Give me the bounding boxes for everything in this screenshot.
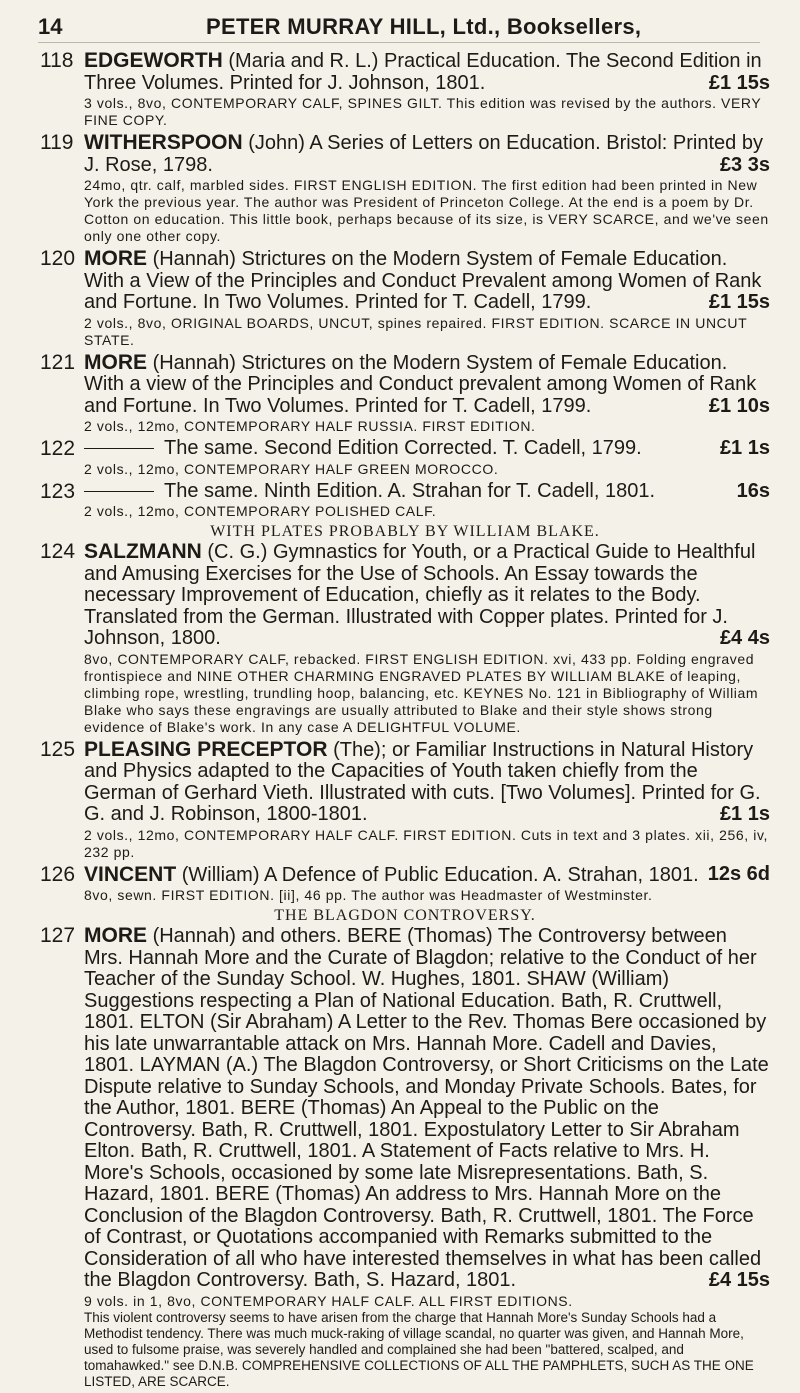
- section-note: WITH PLATES PROBABLY BY WILLIAM BLAKE.: [210, 523, 600, 540]
- entry-price: £1 10s: [708, 394, 770, 417]
- catalogue-entry: [40, 541, 770, 736]
- catalogue-entry: [40, 248, 770, 349]
- entry-heading: [84, 739, 770, 826]
- entry-title: The same. Second Edition Corrected. T. Cadell, 1799.: [164, 437, 642, 459]
- entry-price: £4 4s: [719, 627, 770, 649]
- entry-author: MORE: [84, 247, 147, 270]
- entry-price: £1 1s: [719, 803, 770, 825]
- entry-number: 126: [40, 862, 76, 886]
- entry-author: WITHERSPOON: [84, 131, 243, 154]
- section-note: THE BLAGDON CONTROVERSY.: [274, 907, 536, 924]
- catalogue-entry: [40, 50, 770, 129]
- entry-description: 24mo, qtr. calf, marbled sides. FIRST ENGLISH EDITION. The first edition had been printed in New York the previous year. The author was President of Princeton College. At the end is a poem by Dr. Cotton on education. This little book, perhaps because of its size, is VERY SCARCE, and we've seen only one other copy.: [84, 177, 769, 244]
- entry-number: 123: [40, 479, 76, 503]
- entry-title: (C. G.) Gymnastics for Youth, or a Practical Guide to Healthful and Amusing Exercises for the Use of Schools. An Essay towards the necessary Improvement of Education, chiefly as it relates to the Body. Translated from the German. Illustrated with Copper plates. Printed for J. Johnson, 1800.: [84, 541, 756, 649]
- catalogue-entry: [40, 438, 770, 478]
- page-number: 14: [38, 14, 63, 39]
- entry-title: (John) A Series of Letters on Education. Bristol: Printed by J. Rose, 1798.: [84, 132, 763, 176]
- catalogue-entry: [40, 864, 770, 905]
- entry-price: £4 15s: [708, 1269, 770, 1291]
- entry-price: £1 1s: [719, 437, 770, 459]
- entry-price: 16s: [736, 479, 770, 502]
- entry-title: (Maria and R. L.) Practical Education. The Second Edition in Three Volumes. Printed for J. Johnson, 1801.: [84, 50, 762, 94]
- entry-price: £1 15s: [708, 71, 770, 94]
- entry-number: 121: [40, 350, 76, 374]
- entry-heading: [84, 50, 770, 94]
- entry-price: £1 15s: [708, 291, 770, 313]
- entry-description: 9 vols. in 1, 8vo, CONTEMPORARY HALF CALF. ALL FIRST EDITIONS.: [84, 1292, 573, 1309]
- entry-heading: [84, 541, 770, 650]
- entry-title: The same. Ninth Edition. A. Strahan for T. Cadell, 1801.: [164, 479, 656, 502]
- ditto-dash: [84, 491, 154, 492]
- entry-price: 12s 6d: [707, 862, 770, 885]
- entry-number: 118: [40, 49, 74, 72]
- page-header: [38, 14, 760, 44]
- catalogue-entry: [40, 352, 770, 436]
- entry-number: 119: [40, 131, 74, 154]
- entry-description: 2 vols., 12mo, CONTEMPORARY POLISHED CALF.: [84, 503, 437, 519]
- entry-title: (Hannah) and others. BERE (Thomas) The Controversy between Mrs. Hannah More and the Curate of Blagdon; relative to the Conduct of her Teacher of the Sunday School. W. Hughes, 1801. SHAW (William) Suggestions respecting a Plan of National Education. Bath, R. Cruttwell, 1801. ELTON (Sir Abraham) A Letter to the Rev. Thomas Bere occasioned by his late unwarrantable attack on Mrs. Hannah More. Cadell and Davies, 1801. LAYMAN (A.) The Blagdon Controversy, or Short Criticisms on the Late Dispute relative to Sunday Schools, and Monday Private Schools. Bates, for the Author, 1801. BERE (Thomas) An Appeal to the Public on the Controversy. Bath, R. Cruttwell, 1801. Expostulatory Letter to Sir Abraham Elton. Bath, R. Cruttwell, 1801. A Statement of Facts relative to Mrs. H. More's Schools, occasioned by some late Misrepresentations. Bath, S. Hazard, 1801. BERE (Thomas) An address to Mrs. Hannah More on the Conclusion of the Blagdon Controversy. Bath, R. Cruttwell, 1801. The Force of Contrast, or Quotations accompanied with Remarks submitted to the Consideration of all who have interested themselves in what has been called the Blagdon Controversy. Bath, S. Hazard, 1801.: [84, 925, 769, 1291]
- entry-description: 2 vols., 12mo, CONTEMPORARY HALF GREEN MOROCCO.: [84, 460, 499, 477]
- ditto-dash: [84, 448, 154, 449]
- entry-heading: [84, 248, 770, 314]
- entry-author: EDGEWORTH: [84, 49, 223, 72]
- entry-title: (The); or Familiar Instructions in Natural History and Physics adapted to the Capacities of Youth taken chiefly from the German of Gerhard Vieth. Illustrated with cuts. [Two Volumes]. Printed for G. G. and J. Robinson, 1800-1801.: [84, 738, 761, 825]
- running-title: PETER MURRAY HILL, Ltd., Booksellers,: [206, 14, 642, 39]
- entry-heading: [84, 925, 770, 1292]
- entry-note: This violent controversy seems to have arisen from the charge that Hannah More's Sunday Schools had a Methodist tendency. There was much muck-raking of village scandal, no quarter was given, and Hannah More, used to fulsome praise, was severely handled and complained she had been "battered, scalped, and tomahawked." see D.N.B. COMPREHENSIVE COLLECTIONS OF ALL THE PAMPHLETS, SUCH AS THE ONE LISTED, ARE SCARCE.: [84, 1309, 754, 1389]
- entry-description: 3 vols., 8vo, CONTEMPORARY CALF, SPINES GILT. This edition was revised by the authors. VERY FINE COPY.: [84, 95, 762, 128]
- entry-heading: [84, 481, 770, 503]
- entry-title: (Hannah) Strictures on the Modern System of Female Education. With a View of the Principles and Conduct Prevalent among Women of Rank and Fortune. In Two Volumes. Printed for T. Cadell, 1799.: [84, 248, 762, 313]
- entry-author: SALZMANN: [84, 540, 202, 563]
- entry-number: 124: [40, 540, 76, 563]
- entry-description: 2 vols., 12mo, CONTEMPORARY HALF RUSSIA. FIRST EDITION.: [84, 418, 536, 434]
- entry-author: PLEASING PRECEPTOR: [84, 737, 328, 761]
- catalogue-entry: [40, 132, 770, 245]
- entry-heading: [84, 864, 770, 887]
- entry-author: MORE: [84, 924, 147, 947]
- entry-description: 8vo, sewn. FIRST EDITION. [ii], 46 pp. The author was Headmaster of Westminster.: [84, 887, 653, 903]
- catalogue-entry: [40, 481, 770, 521]
- catalogue-entries: [40, 50, 770, 1393]
- header-rule: [38, 42, 760, 43]
- entry-number: 125: [40, 737, 76, 761]
- catalogue-entry: [40, 739, 770, 861]
- entry-author: MORE: [84, 350, 147, 374]
- entry-number: 122: [40, 437, 76, 460]
- entry-description: 2 vols., 12mo, CONTEMPORARY HALF CALF. FIRST EDITION. Cuts in text and 3 plates. xii, 256, iv, 232 pp.: [84, 826, 769, 860]
- entry-price: £3 3s: [719, 153, 770, 176]
- entry-author: VINCENT: [84, 862, 177, 886]
- catalogue-entry: [40, 925, 770, 1390]
- entry-number: 120: [40, 247, 76, 270]
- entry-heading: [84, 352, 770, 418]
- entry-title: (Hannah) Strictures on the Modern System of Female Education. With a view of the Principles and Conduct prevalent among Women of Rank and Fortune. In Two Volumes. Printed for T. Cadell, 1799.: [84, 351, 757, 417]
- entry-heading: [84, 132, 770, 176]
- entry-description: 2 vols., 8vo, ORIGINAL BOARDS, UNCUT, spines repaired. FIRST EDITION. SCARCE IN UNCUT STATE.: [84, 314, 747, 348]
- entry-heading: [84, 438, 770, 460]
- entry-description: 8vo, CONTEMPORARY CALF, rebacked. FIRST ENGLISH EDITION. xvi, 433 pp. Folding engraved frontispiece and NINE OTHER CHARMING ENGRAVED PLATES BY WILLIAM BLAKE of leaping, climbing rope, wrestling, trundling hoop, balancing, etc. KEYNES No. 121 in Bibliography of William Blake who says these engravings are usually attributed to Blake and their style shows strong evidence of Blake's work. In any case A DELIGHTFUL VOLUME.: [84, 650, 759, 735]
- entry-title: (William) A Defence of Public Education. A. Strahan, 1801.: [181, 863, 699, 886]
- entry-number: 127: [40, 924, 76, 947]
